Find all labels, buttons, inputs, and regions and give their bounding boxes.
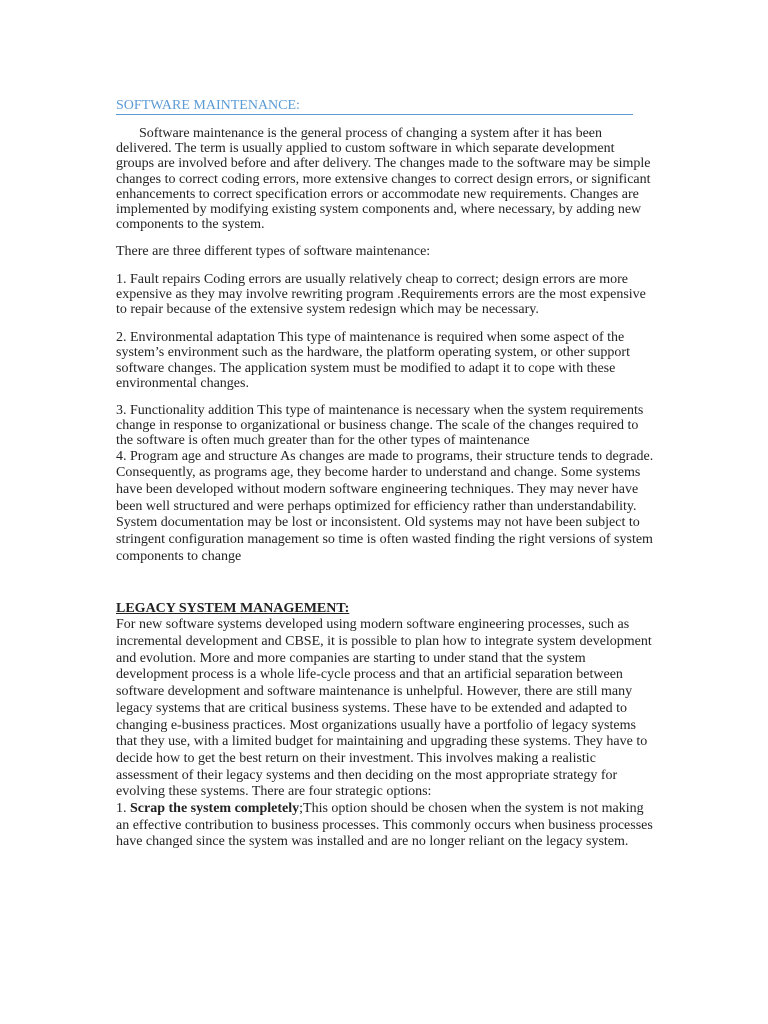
heading-legacy-system-management: LEGACY SYSTEM MANAGEMENT: [116, 600, 350, 616]
option-1-title: Scrap the system completely [130, 801, 300, 817]
list-item-environmental-adaptation: 2. Environmental adaptation This type of maintenance is required when some aspect of the system’s environment such as the hardware, the platform operating system, or other support software changes. The application system must be modified to adapt it to cope with these environmental changes. [116, 330, 630, 391]
option-1-number: 1. [116, 801, 130, 817]
paragraph-types-intro: There are three different types of software maintenance: [116, 244, 431, 260]
paragraph-intro: Software maintenance is the general process of changing a system after it has been delivered. The term is usually applied to custom software in which separate development groups are involved before and after delivery. The changes made to the software may be simple changes to correct coding errors, more extensive changes to correct design errors, or significant enhancements to correct specification errors or accommodate new requirements. Changes are implemented by modifying existing system components and, where necessary, by adding new components to the system. [116, 126, 651, 233]
list-item-functionality-addition: 3. Functionality addition This type of maintenance is necessary when the system requirements change in response to organizational or business change. The scale of the changes required to the software is often much greater than for the other types of maintenance [116, 403, 644, 449]
list-item-fault-repairs: 1. Fault repairs Coding errors are usually relatively cheap to correct; design errors are more expensive as they may involve rewriting program .Requirements errors are the most expensive to repair because of the extensive system redesign which may be necessary. [116, 271, 646, 318]
paragraph-legacy: For new software systems developed using modern software engineering processes, such as incremental development and CBSE, it is possible to plan how to integrate system development and evolution. More and more companies are starting to under stand that the system development process is a whole life-cycle process and that an artificial separation between software development and software maintenance is unhelpful. However, there are still many legacy systems that are critical business systems. These have to be extended and adapted to changing e-business practices. Most organizations usually have a portfolio of legacy systems that they use, with a limited budget for maintaining and upgrading these systems. They have to decide how to get the best return on their investment. This involves making a realistic assessment of their legacy systems and then deciding on the most appropriate strategy for evolving these systems. There are four strategic options: [116, 617, 652, 800]
option-1-text: ;This option should be chosen when the system is not making an effective contribution to business processes. This commonly occurs when business processes have changed since the system was installed and are no longer reliant on the legacy system. [116, 801, 653, 850]
document-content [116, 97, 656, 851]
list-item-program-age: 4. Program age and structure As changes are made to programs, their structure tends to degrade. Consequently, as programs age, they become harder to understand and change. Some systems have been developed without modern software engineering techniques. They may never have been well structured and were perhaps optimized for efficiency rather than understandability. System documentation may be lost or inconsistent. Old systems may not have been subject to stringent configuration management so time is often wasted finding the right versions of system components to change [116, 448, 654, 564]
heading-software-maintenance: SOFTWARE MAINTENANCE: [116, 97, 633, 115]
paragraph-option-1 [116, 801, 656, 851]
